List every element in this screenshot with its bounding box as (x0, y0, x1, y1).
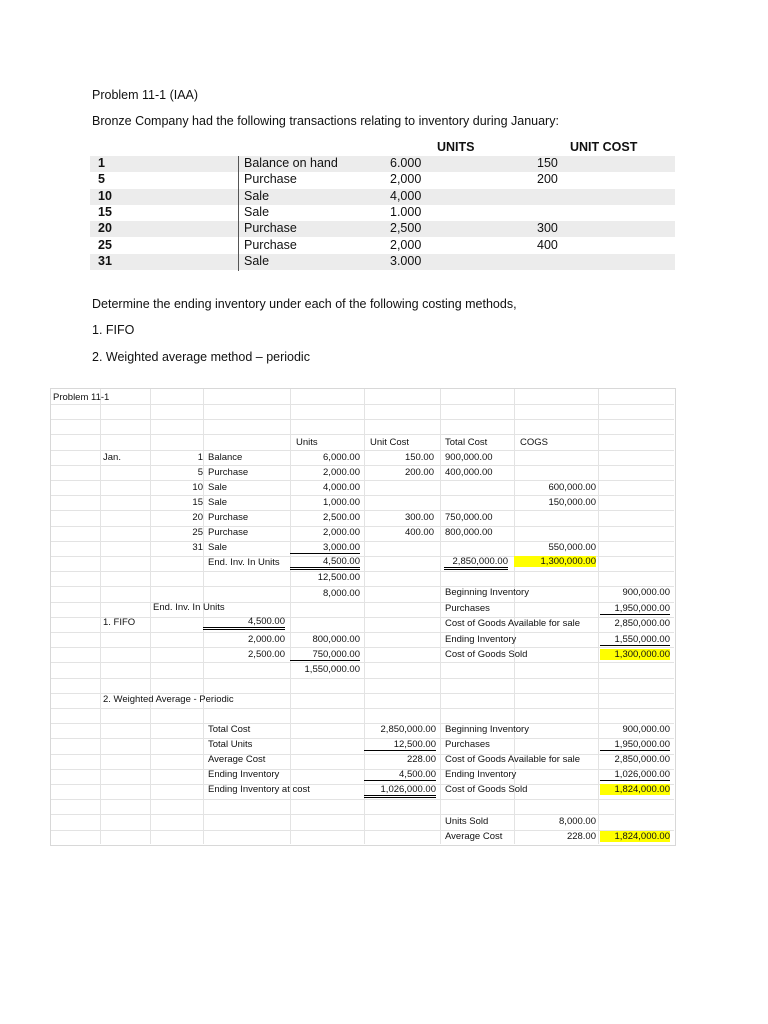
wa-cogs-result: 1,824,000.00 (600, 831, 670, 842)
wa-calc-value: 4,500.00 (364, 769, 436, 781)
sheet-unit-cost: 150.00 (404, 452, 434, 463)
end-inv-units-value: 4,500.00 (290, 556, 360, 570)
transaction-description: Balance on hand (244, 156, 338, 170)
transaction-day: 1 (98, 156, 105, 170)
fifo-summary-label: Ending Inventory (445, 633, 517, 645)
units-sold: 8,000.00 (323, 588, 360, 599)
transaction-day: 10 (98, 188, 112, 203)
end-inv-units-label: End. Inv. In Units (208, 557, 280, 568)
cogs-sum: 1,300,000.00 (514, 556, 596, 567)
fifo-layer-units: 2,500.00 (248, 649, 285, 660)
grid-line (51, 738, 674, 739)
total-units: 12,500.00 (317, 572, 360, 583)
transaction-description: Purchase (244, 237, 297, 252)
wa-summary-label: Cost of Goods Sold (445, 784, 528, 795)
transaction-day: 15 (98, 204, 112, 219)
instruction-text: Determine the ending inventory under each of the following costing methods, (92, 297, 517, 311)
grid-line (51, 662, 674, 663)
sheet-unit-cost: 400.00 (404, 527, 434, 538)
transaction-day: 25 (98, 237, 112, 252)
grid-line (51, 754, 674, 755)
transaction-unit-cost: 400 (537, 237, 558, 252)
sheet-cogs: 550,000.00 (548, 542, 596, 553)
wa-summary-value: 2,850,000.00 (614, 754, 670, 765)
fifo-label: 1. FIFO (103, 617, 136, 628)
fifo-summary-value: 1,300,000.00 (600, 649, 670, 660)
grid-line (51, 571, 674, 572)
units-sold-label: Units Sold (445, 816, 489, 827)
sheet-day: 5 (197, 467, 203, 478)
units-sold-value: 8,000.00 (559, 816, 596, 827)
problem-intro: Bronze Company had the following transactions relating to inventory during January: (92, 114, 559, 128)
transaction-description: Sale (244, 204, 270, 219)
unit-cost-header: UNIT COST (570, 140, 638, 154)
grid-line (51, 617, 674, 618)
sheet-description: Purchase (208, 512, 249, 523)
wa-calc-value: 1,026,000.00 (364, 784, 436, 798)
transaction-unit-cost: 200 (537, 172, 558, 187)
fifo-summary-label: Cost of Goods Available for sale (445, 618, 581, 629)
sheet-units: 2,500.00 (323, 512, 360, 523)
grid-line (51, 769, 674, 770)
sheet-day: 25 (192, 527, 203, 538)
sheet-units: 6,000.00 (323, 452, 360, 463)
sheet-description: Sale (208, 482, 228, 493)
wa-calc-label: Ending Inventory at cost (208, 784, 310, 795)
grid-line (51, 450, 674, 451)
sheet-units: 2,000.00 (323, 527, 360, 538)
fifo-summary-value: 1,550,000.00 (600, 634, 670, 646)
wa-summary-value: 900,000.00 (622, 724, 670, 735)
transaction-units: 3.000 (390, 253, 422, 268)
sheet-unit-cost: 300.00 (404, 512, 434, 523)
sheet-day: 20 (192, 512, 203, 523)
sheet-day: 15 (192, 497, 203, 508)
fifo-layer-units: 2,000.00 (248, 634, 285, 645)
fifo-layer-cost: 800,000.00 (312, 634, 360, 645)
transaction-units: 4,000 (390, 188, 422, 203)
avg-cost-value: 228.00 (566, 831, 596, 842)
grid-line (51, 465, 674, 466)
grid-line (598, 389, 599, 844)
wa-calc-label: Average Cost (208, 754, 266, 765)
sheet-unit-cost-header: Unit Cost (370, 437, 410, 448)
sheet-description: Sale (208, 497, 228, 508)
grid-line (51, 526, 674, 527)
wa-summary-value: 1,824,000.00 (600, 784, 670, 795)
problem-title: Problem 11-1 (IAA) (92, 88, 199, 102)
transaction-units: 1.000 (390, 204, 422, 219)
fifo-summary-label: Cost of Goods Sold (445, 649, 528, 660)
transaction-description: Sale (244, 188, 270, 203)
sheet-units: 3,000.00 (290, 542, 360, 554)
grid-line (51, 434, 674, 435)
fifo-summary-value: 900,000.00 (622, 587, 670, 598)
total-cost-sum: 2,850,000.00 (444, 556, 508, 570)
sheet-total-cost: 800,000.00 (445, 527, 493, 538)
wa-calc-value: 228.00 (406, 754, 436, 765)
wa-calc-value: 12,500.00 (364, 739, 436, 751)
transaction-units: 2,500 (390, 221, 422, 236)
sheet-cogs: 600,000.00 (548, 482, 596, 493)
sheet-description: Sale (208, 542, 228, 553)
grid-line (51, 678, 674, 679)
sheet-cogs-header: COGS (520, 437, 548, 448)
transaction-day: 20 (98, 221, 112, 236)
fifo-summary-value: 1,950,000.00 (600, 603, 670, 615)
sheet-total-cost: 400,000.00 (445, 467, 493, 478)
grid-line (150, 389, 151, 844)
transaction-day: 31 (98, 253, 112, 268)
sheet-day: 10 (192, 482, 203, 493)
grid-line (51, 419, 674, 420)
sheet-title: Problem 11-1 (53, 392, 110, 403)
fifo-summary-value: 2,850,000.00 (614, 618, 670, 629)
wa-calc-label: Ending Inventory (208, 769, 280, 780)
sheet-day: 1 (197, 452, 203, 463)
fifo-summary-label: Beginning Inventory (445, 587, 529, 598)
fifo-end-inv-label: End. Inv. In Units (153, 602, 225, 613)
wa-summary-value: 1,950,000.00 (600, 739, 670, 751)
sheet-units: 2,000.00 (323, 467, 360, 478)
grid-line (100, 389, 101, 844)
sheet-units: 4,000.00 (323, 482, 360, 493)
transaction-unit-cost: 150 (537, 156, 558, 170)
wa-summary-value: 1,026,000.00 (600, 769, 670, 781)
wa-calc-value: 2,850,000.00 (380, 724, 436, 735)
sheet-description: Purchase (208, 467, 249, 478)
avg-cost-label: Average Cost (445, 831, 503, 842)
transaction-units: 2,000 (390, 237, 422, 252)
grid-line (51, 586, 674, 587)
sheet-total-cost-header: Total Cost (445, 437, 488, 448)
grid-line (440, 389, 441, 844)
wa-summary-label: Beginning Inventory (445, 724, 529, 735)
grid-line (51, 510, 674, 511)
grid-line (51, 723, 674, 724)
grid-line (51, 632, 674, 633)
sheet-day: 31 (192, 542, 203, 553)
sheet-units-header: Units (296, 437, 318, 448)
grid-line (51, 799, 674, 800)
transaction-description: Purchase (244, 172, 297, 187)
transaction-unit-cost: 300 (537, 221, 558, 236)
sheet-description: Purchase (208, 527, 249, 538)
transaction-day: 5 (98, 172, 105, 187)
units-header: UNITS (437, 140, 475, 154)
grid-line (51, 708, 674, 709)
wa-calc-label: Total Cost (208, 724, 251, 735)
fifo-units-total: 4,500.00 (203, 616, 285, 630)
sheet-cogs: 150,000.00 (548, 497, 596, 508)
grid-line (51, 404, 674, 405)
fifo-summary-label: Purchases (445, 602, 490, 614)
transaction-units: 2,000 (390, 172, 422, 187)
sheet-description: Balance (208, 452, 243, 463)
wa-summary-label: Cost of Goods Available for sale (445, 754, 581, 765)
sheet-unit-cost: 200.00 (404, 467, 434, 478)
wa-label: 2. Weighted Average - Periodic (103, 694, 234, 705)
grid-line (51, 647, 674, 648)
month-label: Jan. (103, 452, 121, 463)
fifo-cost-total: 1,550,000.00 (304, 664, 360, 675)
wa-summary-label: Purchases (445, 739, 490, 750)
grid-line (51, 602, 674, 603)
grid-line (51, 784, 674, 785)
transaction-description: Sale (244, 253, 270, 268)
transaction-units: 6.000 (390, 156, 422, 170)
wa-summary-label: Ending Inventory (445, 769, 517, 780)
sheet-total-cost: 750,000.00 (445, 512, 493, 523)
transaction-description: Purchase (244, 221, 297, 236)
method-weighted-average: 2. Weighted average method – periodic (92, 350, 310, 364)
method-fifo: 1. FIFO (92, 323, 135, 337)
grid-line (51, 480, 674, 481)
wa-calc-label: Total Units (208, 739, 253, 750)
sheet-units: 1,000.00 (323, 497, 360, 508)
fifo-layer-cost: 750,000.00 (290, 649, 360, 661)
sheet-total-cost: 900,000.00 (445, 452, 493, 463)
